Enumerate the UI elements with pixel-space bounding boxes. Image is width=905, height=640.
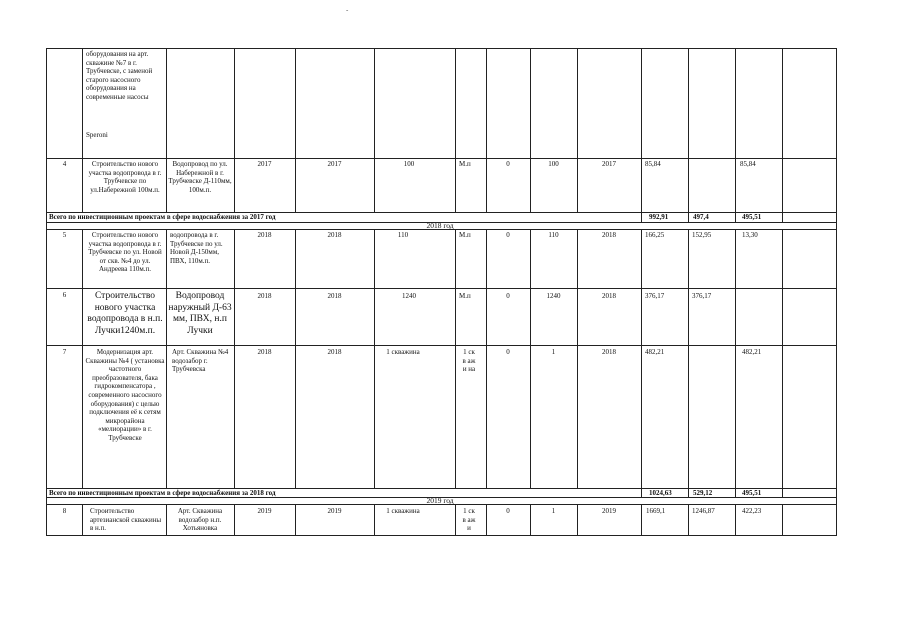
value-before: 0 [506, 292, 510, 300]
total-2017-own: 497,4 [693, 213, 709, 221]
end-year: 2019 [327, 507, 342, 515]
start-year: 2018 [257, 231, 272, 239]
value-after: 100 [548, 160, 559, 168]
amount-total: 482,21 [645, 348, 665, 356]
value-before: 0 [506, 507, 510, 515]
object-name: Водопровод по ул. Набережной в г. Трубчевске Д-110мм, 100м.п. [168, 160, 232, 194]
scan-mark: - [346, 6, 349, 14]
amount-own: 1246,87 [692, 507, 715, 515]
year-2018-header: 2018 год [426, 221, 454, 230]
top-row-name: оборудования на арт. скважине №7 в г. Трубчевске, с заменой старого насосного оборудования на современные насосы [86, 50, 153, 101]
row-num: 6 [62, 291, 67, 299]
object-name: Арт. Скважина №4 водозабор г. Трубчевска [172, 348, 229, 374]
value-after: 1 [551, 348, 556, 356]
amount-borrowed: 482,21 [742, 348, 762, 356]
project-name: Строительство артезианской скважины в н.п. [90, 507, 162, 533]
start-year: 2019 [257, 507, 272, 515]
row-num: 8 [62, 507, 67, 515]
impl-year: 2019 [602, 507, 616, 515]
project-name: Строительство нового участка водопровода в н.п. Лучки1240м.п. [87, 291, 163, 336]
end-year: 2017 [327, 160, 342, 168]
start-year: 2017 [257, 160, 272, 168]
impl-year: 2017 [602, 160, 616, 168]
start-year: 2018 [257, 348, 272, 356]
row-num: 4 [62, 160, 67, 168]
capacity: 1 скважина [386, 507, 420, 515]
amount-own: 152,95 [692, 231, 712, 239]
unit: М.п [459, 231, 471, 239]
value-after: 110 [548, 231, 559, 239]
total-2018-label: Всего по инвестиционным проектам в сфере водоснабжения за 2018 год [49, 489, 276, 497]
amount-own: 376,17 [692, 292, 712, 300]
unit: М.п [459, 292, 471, 300]
unit: М.п [459, 160, 471, 168]
object-name: Арт. Скважина водозабор н.п. Хотьяновка [177, 507, 223, 533]
row-num: 7 [62, 348, 67, 356]
amount-total: 85,84 [645, 160, 661, 168]
amount-total: 376,17 [645, 292, 665, 300]
value-before: 0 [506, 348, 510, 356]
amount-total: 166,25 [645, 231, 665, 239]
project-name: Строительство нового участка водопровода в г. Трубчевске по ул. Новой от скв. №4 до ул. Андреева 110м.п. [88, 231, 162, 274]
start-year: 2018 [257, 292, 272, 300]
amount-borrowed: 85,84 [740, 160, 756, 168]
total-2018-own: 529,12 [693, 489, 713, 497]
amount-borrowed: 422,23 [742, 507, 762, 515]
impl-year: 2018 [602, 231, 616, 239]
year-2019-header: 2019 год [426, 496, 454, 505]
total-2017-sum: 992,91 [649, 213, 669, 221]
total-2017-borrowed: 495,51 [742, 213, 762, 221]
unit: 1 скв ажи [462, 507, 476, 533]
end-year: 2018 [327, 348, 342, 356]
row-num: 5 [62, 231, 67, 239]
impl-year: 2018 [602, 292, 616, 300]
capacity: 1 скважина [386, 348, 420, 356]
end-year: 2018 [327, 292, 342, 300]
total-2018-sum: 1024,63 [649, 489, 672, 497]
project-name: Строительство нового участка водопровода в г. Трубчевске по ул.Набережной 100м.п. [88, 160, 162, 194]
top-row-brand: Speroni [86, 131, 108, 139]
total-2018-borrowed: 495,51 [742, 489, 762, 497]
amount-borrowed: 13,30 [742, 231, 758, 239]
object-name: водопровода в г. Трубчевске по ул. Новой Д-150мм, ПВХ, 110м.п. [170, 231, 223, 265]
project-name: Модернизация арт. Скважины №4 ( установка частотного преобразователя, бака гидрокомпенсатора , современного насосного оборудования) с целью подключения её к сетям микрорайона «мелиорации» в г. Трубчевске [85, 348, 165, 442]
value-before: 0 [506, 160, 510, 168]
value-after: 1240 [546, 292, 561, 300]
amount-total: 1669,1 [646, 507, 666, 515]
value-before: 0 [506, 231, 510, 239]
impl-year: 2018 [602, 348, 616, 356]
object-name: Водопровод наружный Д-63 мм, ПВХ, н.п Лучки [168, 291, 232, 336]
value-after: 1 [551, 507, 556, 515]
unit: 1 скв ажи на [462, 348, 476, 374]
total-2017-label: Всего по инвестиционным проектам в сфере водоснабжения за 2017 год [49, 213, 276, 221]
end-year: 2018 [327, 231, 342, 239]
capacity: 110 [397, 231, 409, 239]
capacity: 100 [403, 160, 415, 168]
capacity: 1240 [402, 292, 416, 300]
